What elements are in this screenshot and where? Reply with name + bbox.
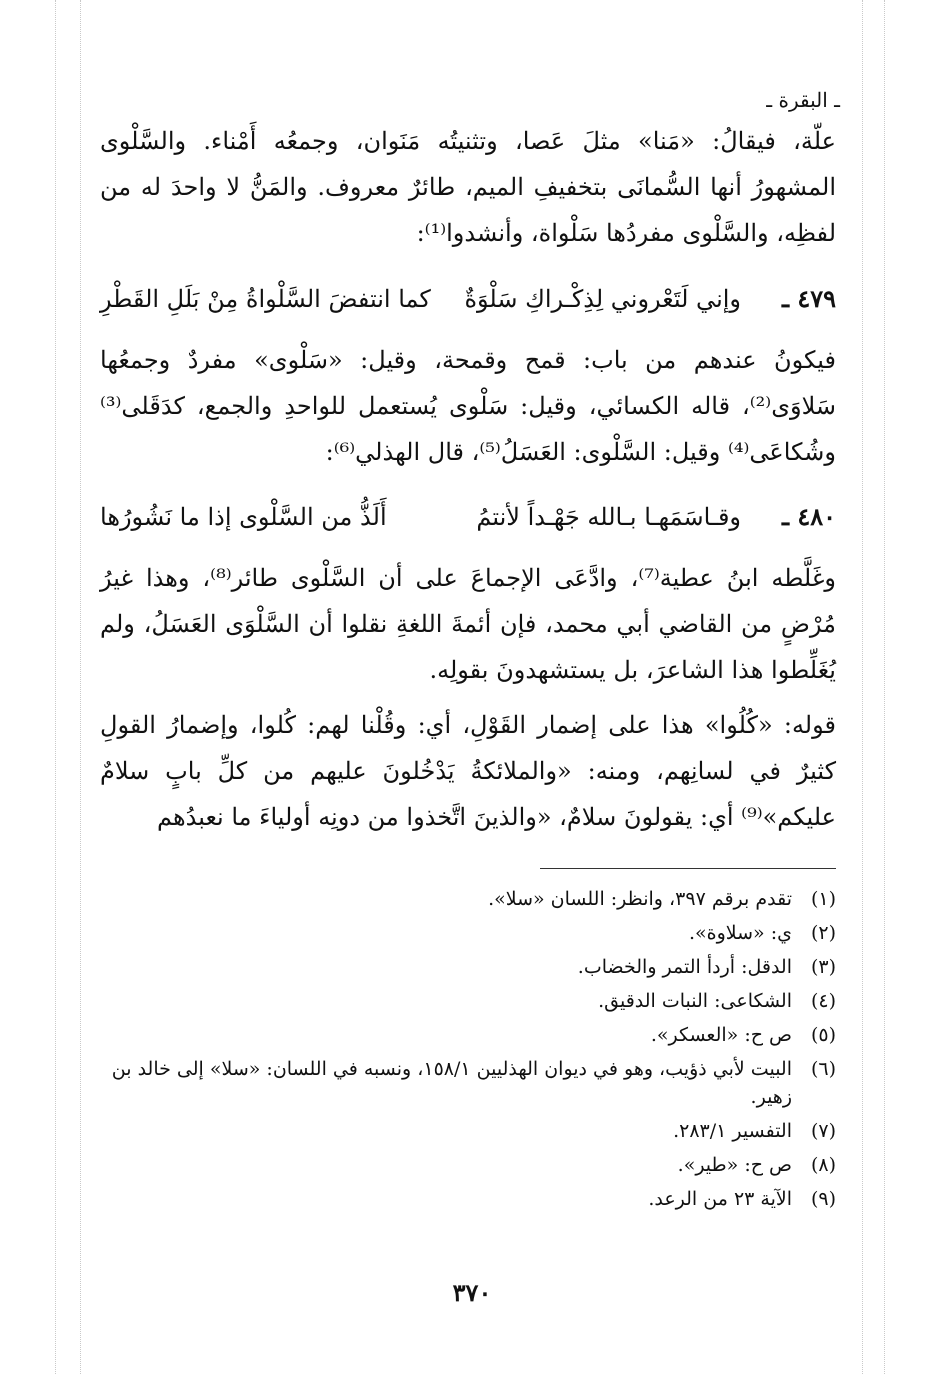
footnote-number: (٥) [810,1024,836,1046]
verse-number: ٤٧٩ ـ [781,284,836,313]
footnote [100,1185,836,1213]
margin-guide-line [862,0,863,1374]
verse-line [100,494,836,540]
footnote-text: ص ح: «طير». [677,1154,792,1176]
footnote [100,919,836,947]
footnote-number: (١) [810,888,836,910]
footnote-number: (٣) [810,956,836,978]
paragraph: وغَلَّطه ابنُ عطية⁽⁷⁾، وادَّعَى الإجماعَ على أن السَّلْوى طائر⁽⁸⁾، وهذا غيرُ مُرْضٍ من القاضي أبي محمد، فإن أئمةَ اللغةِ نقلوا أن السَّلْوَى العَسَلُ، ولم يُغَلِّطوا هذا الشاعرَ، بل يستشهدونَ بقولِه. [100,564,836,684]
footnote [100,1021,836,1049]
margin-guide-line [80,0,81,1374]
verse-first-hemistich: وإني لَتَعْروني لِذِكْـراكِ سَلْوَةٌ [464,285,741,313]
paragraph: علّة، فيقالُ: «مَنا» مثلَ عَصا، وتثنيتُه مَنَوان، وجمعُه أَمْناء. والسَّلْوى المشهورُ أنها السُّمانَى بتخفيفِ الميم، طائرٌ معروف. والمَنُّ لا واحدَ له من لفظِه، والسَّلْوى مفردُها سَلْواة، وأنشدوا⁽¹⁾: [100,127,836,247]
footnote-text: البيت لأبي ذؤيب، وهو في ديوان الهذليين ١٥٨/١، ونسبه في اللسان: «سلا» إلى خالد بن زهير. [111,1058,792,1108]
paragraph: فيكونُ عندهم من باب: قمح وقمحة، وقيل: «سَلْوى» مفردٌ وجمعُها سَلاوَى⁽²⁾، قاله الكسائي، وقيل: سَلْوى يُستعمل للواحدِ والجمع، كدَقَلى⁽³⁾ وشُكاعَى⁽⁴⁾ وقيل: السَّلْوى: العَسَلُ⁽⁵⁾، قال الهذلي⁽⁶⁾: [100,346,836,466]
footnote [100,1151,836,1179]
footnote-number: (٢) [810,922,836,944]
footnote [100,1055,836,1111]
footnote [100,1117,836,1145]
margin-guide-line [884,0,885,1374]
footnote-number: (٨) [810,1154,836,1176]
footnote-number: (٧) [810,1120,836,1142]
footnote-text: ص ح: «العسكر». [650,1024,792,1046]
verse-second-hemistich: أَلَذُّ من السَّلْوى إذا ما نَشُورُها [100,503,387,531]
footnotes [100,885,836,1219]
paragraph: قوله: «كُلُوا» هذا على إضمار القَوْلِ، أي: وقُلْنا لهم: كُلوا، وإضمارُ القولِ كثيرٌ في لسانِهم، ومنه: «والملائكةُ يَدْخُلونَ عليهم من كلِّ بابٍ سلامٌ عليكم»⁽⁹⁾ أي: يقولونَ سلامٌ، «والذينَ اتَّخذوا من دونِه أولياءَ ما نعبدُهم [100,711,837,831]
footnote-number: (٩) [810,1188,836,1210]
margin-guide-line [55,0,56,1374]
footnote-number: (٦) [810,1058,836,1080]
footnote [100,987,836,1015]
footnote-text: الآية ٢٣ من الرعد. [648,1188,792,1210]
footnote-text: التفسير ٢٨٣/١. [673,1120,792,1142]
footnote-number: (٤) [810,990,836,1012]
footnote-text: تقدم برقم ٣٩٧، وانظر: اللسان «سلا». [488,888,792,910]
verse-first-hemistich: وقـاسَمَهـا بـالله جَهْـداً لأنتمُ [476,503,741,531]
page-number: ٣٧٠ [452,1278,492,1307]
footnote [100,885,836,913]
running-header: ـ البقرة ـ [766,88,840,112]
footnote-text: الشكاعى: النبات الدقيق. [598,990,792,1012]
verse-line [100,276,836,322]
verse-number: ٤٨٠ ـ [781,502,836,531]
verse-second-hemistich: كما انتفضَ السَّلْواةُ مِنْ بَلَلِ القَطْرِ [100,285,431,313]
footnote-text: الدقل: أردأ التمر والخضاب. [577,956,792,978]
footnote-text: ي: «سلاوة». [689,922,792,944]
footnote [100,953,836,981]
footnote-separator [540,868,836,869]
